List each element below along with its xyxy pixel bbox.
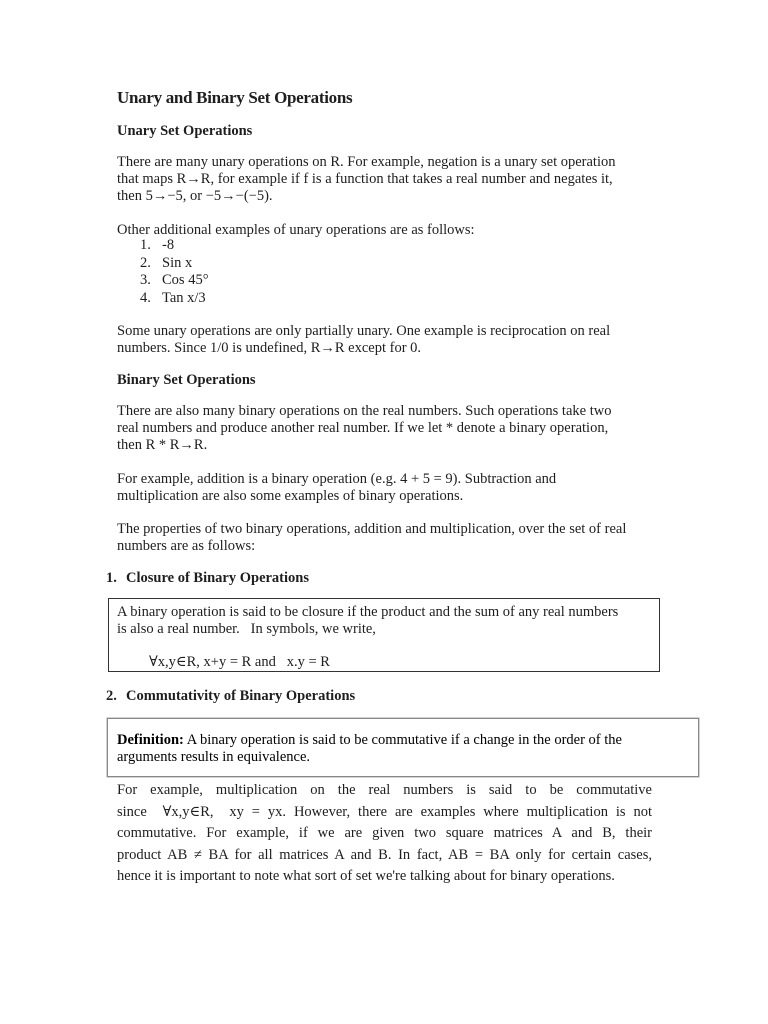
text-line: The properties of two binary operations, addition and multiplication, over the set of real [117,521,627,537]
definition-box [107,718,699,777]
list-number: 4. [140,289,151,306]
heading-text: Commutativity of Binary Operations [126,688,356,704]
text-line: numbers are as follows: [117,538,256,554]
text-line: real numbers and produce another real number. If we let * denote a binary operation, [117,420,609,436]
list-text: Sin x [162,254,193,271]
unary-heading: Unary Set Operations [117,123,253,139]
binary-heading: Binary Set Operations [117,372,256,388]
text-line: then 5→−5, or −5→−(−5). [117,188,273,204]
commutativity-example-paragraph [117,780,652,888]
text-line: arguments results in equivalence. [117,749,311,765]
text-line: Some unary operations are only partially unary. One example is reciprocation on real [117,323,611,339]
list-item [117,255,209,273]
text-line [117,732,622,749]
text-line: then R * R→R. [117,437,208,453]
list-number: 3. [140,272,151,288]
text-line: There are also many binary operations on the real numbers. Such operations take two [117,403,612,419]
list-text: -8 [162,237,175,253]
text-line: For example, multiplication on the real numbers is said to be commutative [117,782,652,798]
unary-examples-list [117,237,209,307]
list-text: Tan x/3 [162,289,206,306]
examples-intro: Other additional examples of unary operations are as follows: [117,222,475,238]
heading-number: 1. [106,570,117,586]
text-line: There are many unary operations on R. For example, negation is a unary set operation [117,154,616,170]
closure-box-text [117,604,618,638]
text-line: hence it is important to note what sort of set we're talking about for binary operations. [117,868,615,884]
text-line: numbers. Since 1/0 is undefined, R→R except for 0. [117,340,422,356]
list-text: Cos 45° [162,272,209,288]
binary-intro-paragraph [117,403,657,454]
text-line: A binary operation is said to be closure if the product and the sum of any real numbers [117,604,619,620]
definition-label: Definition: [117,732,184,748]
text-line: since ∀x,y∈R, xy = yx. However, there are examples where multiplication is not [117,803,652,820]
definition-text [117,732,622,766]
text-line: commutative. For example, if we are given two square matrices A and B, their [117,825,652,841]
list-item [117,237,209,255]
list-item [117,290,209,308]
definition-line: A binary operation is said to be commutative if a change in the order of the [186,732,622,748]
binary-example-paragraph [117,471,657,505]
properties-paragraph [117,521,657,555]
text-line: product AB ≠ BA for all matrices A and B. In fact, AB = BA only for certain cases, [117,846,652,863]
heading-number: 2. [106,688,117,704]
unary-intro-paragraph [117,154,657,205]
list-item [117,272,209,290]
page-title: Unary and Binary Set Operations [117,88,353,107]
list-number: 2. [140,254,151,271]
closure-box [108,598,660,672]
text-line: that maps R→R, for example if f is a function that takes a real number and negates it, [117,171,613,187]
text-line: is also a real number. In symbols, we write, [117,621,376,637]
partial-unary-paragraph [117,323,657,357]
text-line: multiplication are also some examples of binary operations. [117,488,464,504]
list-number: 1. [140,237,151,253]
commutativity-heading [106,688,355,705]
text-line: For example, addition is a binary operation (e.g. 4 + 5 = 9). Subtraction and [117,471,557,487]
closure-heading [106,570,309,587]
heading-text: Closure of Binary Operations [126,570,309,586]
closure-formula: ∀x,y∈R, x+y = R and x.y = R [149,654,330,670]
